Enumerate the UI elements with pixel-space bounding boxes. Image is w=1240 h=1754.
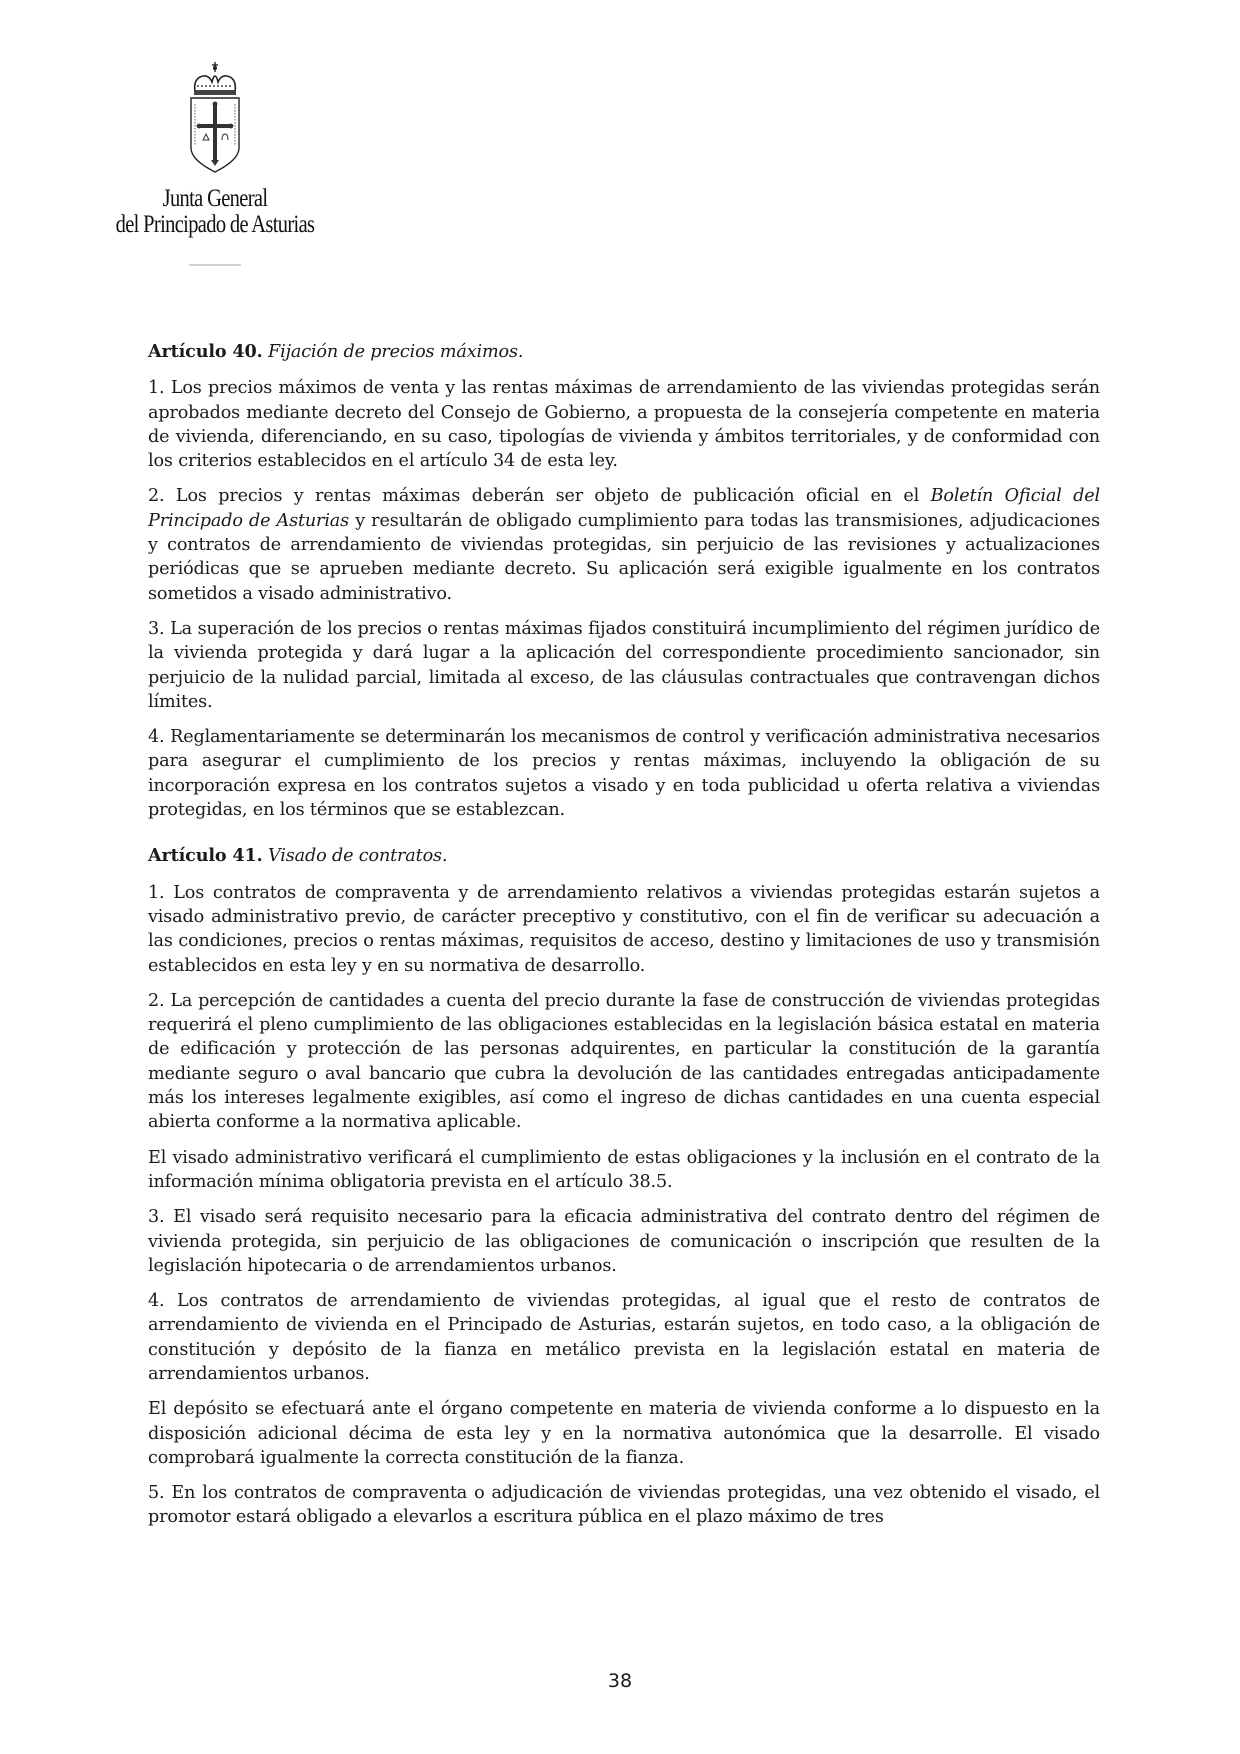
asturias-coat-of-arms-icon (185, 62, 245, 174)
paragraph-text: y resultarán de obligado cumplimiento para todas las transmisiones, adjudicaciones y contratos de arrendamiento de viviendas protegidas, sin perjuicio de las revisiones y actualizaciones periódicas que se aprueben mediante decreto. Su aplicación será exigible igualmente en los contratos sometidos a visado administrativo. (148, 510, 1101, 604)
article-paragraph: 1. Los contratos de compraventa y de arrendamiento relativos a viviendas protegidas estarán sujetos a visado administrativo previo, de carácter preceptivo y constitutivo, con el fin de verificar su adecuación a las condiciones, precios o rentas máximas, requisitos de acceso, destino y limitaciones de uso y transmisión establecidos en esta ley y en su normativa de desarrollo. (148, 882, 1100, 976)
article-paragraph: 3. La superación de los precios o rentas máximas fijados constituirá incumplimiento del régimen jurídico de la vivienda protegida y dará lugar a la aplicación del correspondiente procedimiento sancionador, sin perjuicio de la nulidad parcial, limitada al exceso, de las cláusulas contractuales que contravengan dichos límites. (148, 618, 1100, 712)
article-number: Artículo 40. (148, 341, 263, 362)
article-heading (148, 844, 1100, 868)
article-paragraph: El depósito se efectuará ante el órgano competente en materia de vivienda conforme a lo dispuesto en la disposición adicional décima de esta ley y en la normativa autonómica que la desarrolle. El visado comprobará igualmente la correcta constitución de la fianza. (148, 1399, 1100, 1468)
article-paragraph: 5. En los contratos de compraventa o adjudicación de viviendas protegidas, una vez obtenido el visado, el promotor estará obligado a elevarlos a escritura pública en el plazo máximo de tres (148, 1483, 1100, 1528)
article-heading (148, 340, 1100, 364)
article-paragraph: 4. Reglamentariamente se determinarán los mecanismos de control y verificación administrativa necesarios para asegurar el cumplimiento de los precios y rentas máximas, incluyendo la obligación de su incorporación expresa en los contratos sujetos a visado y en toda publicidad u oferta relativa a viviendas protegidas, en los términos que se establezcan. (148, 727, 1100, 821)
page-number: 38 (607, 1670, 633, 1692)
article-paragraph: 1. Los precios máximos de venta y las rentas máximas de arrendamiento de las viviendas protegidas serán aprobados mediante decreto del Consejo de Gobierno, a propuesta de la consejería competente en materia de vivienda, diferenciando, en su caso, tipologías de vivienda y ámbitos territoriales, y de conformidad con los criterios establecidos en el artículo 34 de esta ley. (148, 378, 1100, 472)
logo-divider (189, 264, 241, 266)
paragraph-text: 2. Los precios y rentas máximas deberán ser objeto de publicación oficial en el (148, 486, 931, 507)
document-body (148, 340, 1100, 1541)
article-number: Artículo 41. (148, 845, 263, 867)
institution-logo (90, 62, 340, 266)
article-41 (148, 844, 1100, 1529)
article-paragraph (148, 484, 1100, 605)
article-paragraph: El visado administrativo verificará el cumplimiento de estas obligaciones y la inclusión en el contrato de la información mínima obligatoria prevista en el artículo 38.5. (148, 1147, 1100, 1192)
article-title: Fijación de precios máximos. (268, 342, 524, 362)
institution-name-line1: Junta General (162, 185, 268, 212)
article-paragraph: 2. La percepción de cantidades a cuenta del precio durante la fase de construcción de viviendas protegidas requerirá el pleno cumplimiento de las obligaciones establecidas en la legislación básica estatal en materia de edificación y protección de las personas adquirentes, en particular la constitución de la garantía mediante seguro o aval bancario que cubra la devolución de las cantidades entregadas anticipadamente más los intereses legalmente exigibles, así como el ingreso de dichas cantidades en una cuenta especial abierta conforme a la normativa aplicable. (148, 990, 1100, 1133)
article-paragraph: 4. Los contratos de arrendamiento de viviendas protegidas, al igual que el resto de contratos de arrendamiento de vivienda en el Principado de Asturias, estarán sujetos, en todo caso, a la obligación de constitución y depósito de la fianza en metálico prevista en la legislación estatal en materia de arrendamientos urbanos. (148, 1291, 1100, 1384)
article-title: Visado de contratos. (268, 846, 448, 867)
article-40 (148, 340, 1100, 822)
institution-name-line2: del Principado de Asturias (115, 211, 315, 238)
article-paragraph: 3. El visado será requisito necesario para la eficacia administrativa del contrato dentro del régimen de vivienda protegida, sin perjuicio de las obligaciones de comunicación o inscripción que resulten de la legislación hipotecaria o de arrendamientos urbanos. (148, 1207, 1100, 1276)
publication-name: Boletín Oficial del Principado de Asturias (148, 486, 1100, 531)
